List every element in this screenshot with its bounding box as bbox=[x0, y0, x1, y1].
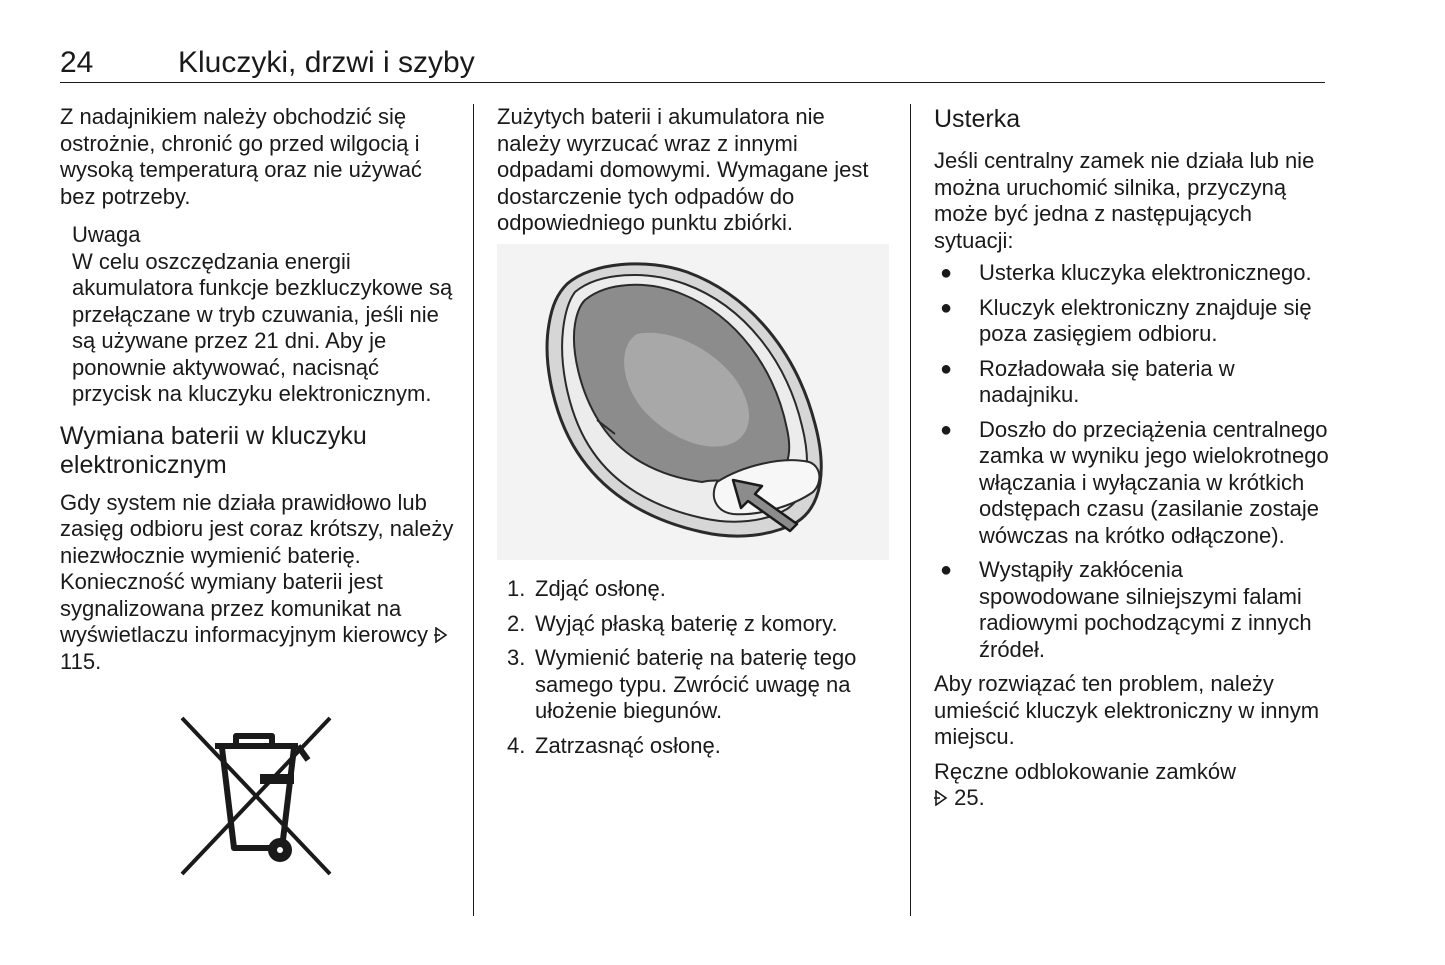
page-reference-link[interactable]: 115. bbox=[60, 648, 102, 674]
section-heading-battery-replacement: Wymiana baterii w kluczyku elektronicznym bbox=[60, 421, 367, 479]
list-item: 1. Zdjąć osłonę. bbox=[507, 576, 666, 601]
battery-replacement-body: Gdy system nie działa prawidłowo lub zasięg odbioru jest coraz krótszy, należy niezwłocznie wymienić baterię. Konieczność wymiany baterii jest sygnalizowana przez komunikat na wyświetlaczu informacyjnym kierowcy bbox=[60, 489, 454, 647]
page-reference-icon bbox=[434, 627, 448, 643]
list-item: ● Doszło do przeciążenia centralnego zamka w wyniku jego wielokrotnego włączania i wyłączania w krótkich odstępach czasu (zasilanie zostaje wówczas na krótko odłączone). bbox=[940, 416, 1329, 548]
crossed-out-wheelie-bin-icon bbox=[180, 716, 332, 876]
column-divider bbox=[910, 104, 911, 916]
key-fob-illustration bbox=[497, 244, 889, 560]
column-divider bbox=[473, 104, 474, 916]
page-reference-icon bbox=[934, 790, 948, 806]
solution-text: Aby rozwiązać ten problem, należy umieścić kluczyk elektroniczny w innym miejscu. bbox=[934, 671, 1320, 749]
battery-disposal-text: Zużytych baterii i akumulatora nie należy wyrzucać wraz z innymi odpadami domowymi. Wymagane jest dostarczenie tych odpadów do odpowiedniego punktu zbiórki. bbox=[497, 104, 869, 235]
column-2 bbox=[497, 104, 892, 758]
note-title: Uwaga bbox=[72, 222, 141, 247]
fault-causes-list bbox=[934, 260, 1329, 663]
list-item: ● Rozładowała się bateria w nadajniku. bbox=[940, 355, 1235, 407]
note-box bbox=[72, 222, 455, 408]
battery-replacement-text bbox=[60, 490, 455, 676]
list-item: ● Usterka kluczyka elektronicznego. bbox=[940, 260, 1312, 285]
list-item: 3. Wymienić baterię na baterię tego samego typu. Zwrócić uwagę na ułożenie biegunów. bbox=[507, 645, 857, 723]
section-heading-fault: Usterka bbox=[934, 105, 1021, 133]
page-number: 24 bbox=[60, 46, 94, 79]
manual-unlock-text: Ręczne odblokowanie zamków 25. bbox=[934, 758, 1237, 810]
list-item: ● Wystąpiły zakłócenia spowodowane silniejszymi falami radiowymi pochodzącymi z innych źródeł. bbox=[940, 557, 1312, 662]
list-item: 2. Wyjąć płaską baterię z komory. bbox=[507, 610, 838, 636]
chapter-title: Kluczyki, drzwi i szyby bbox=[178, 46, 475, 79]
page-header bbox=[60, 44, 1325, 83]
column-1 bbox=[60, 104, 455, 675]
page-reference-link[interactable]: 25. bbox=[954, 785, 985, 810]
battery-steps-list bbox=[497, 576, 892, 767]
column-3 bbox=[934, 104, 1329, 812]
list-item: ● Kluczyk elektroniczny znajduje się poza zasięgiem odbioru. bbox=[940, 294, 1312, 346]
list-item: 4. Zatrzasnąć osłonę. bbox=[507, 732, 721, 758]
note-text: W celu oszczędzania energii akumulatora funkcje bezkluczykowe są przełączane w tryb czuwania, jeśli nie są używane przez 21 dni. Aby je ponownie aktywować, nacisnąć przycisk na kluczyku elektronicznym. bbox=[72, 248, 453, 406]
fault-intro-text: Jeśli centralny zamek nie działa lub nie można uruchomić silnika, przyczyną może być jedna z następujących sytuacji: bbox=[934, 148, 1315, 253]
transmitter-care-text: Z nadajnikiem należy obchodzić się ostrożnie, chronić go przed wilgocią i wysoką temperaturą oraz nie używać bez potrzeby. bbox=[60, 104, 422, 209]
